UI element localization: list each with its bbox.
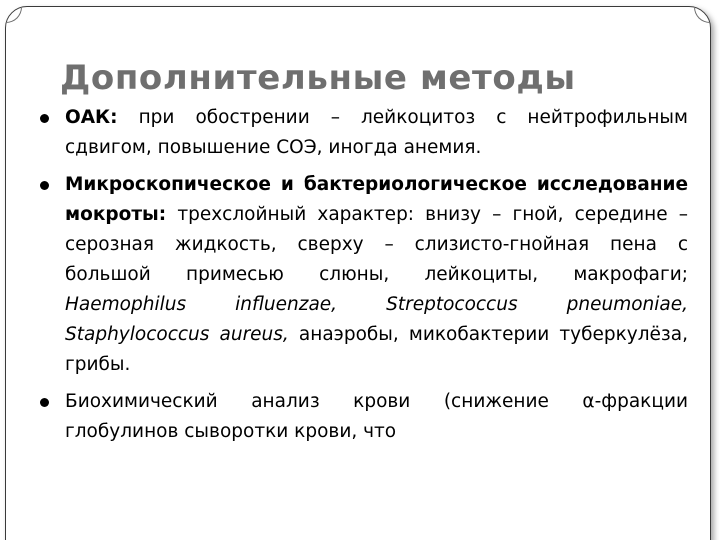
bullet-oak [38,103,688,163]
bullet-text: трехслойный характер: внизу – гной, середине – серозная жидкость, сверху – слизисто-гнойная пена с большой примесью слюны, лейкоциты, макрофаги; [65,204,688,285]
bullet-pathogens: Haemophilus influenzae, Streptococcus pneumoniae, Staphylococcus aureus, [65,294,688,345]
slide-title: Дополнительные методы [60,58,576,98]
bullet-list [38,103,688,454]
bullet-text-after: анаэробы, микобактерии туберкулёза, грибы. [65,324,688,375]
bullet-dot-icon [40,398,49,407]
bullet-text: Биохимический анализ крови (снижение α-фракции глобулинов сыворотки крови, что [65,391,688,442]
bullet-label: Микроскопическое и бактериологическое исследование мокроты: [65,174,688,225]
bullet-biochem [38,387,688,447]
frame-corner-top-left [6,7,22,23]
bullet-text: при обострении – лейкоцитоз с нейтрофильным сдвигом, повышение СОЭ, иногда анемия. [65,107,688,158]
bullet-sputum [38,170,688,380]
bullet-dot-icon [40,114,49,123]
frame-corner-top-right [694,7,710,23]
bullet-dot-icon [40,181,49,190]
bullet-label: ОАК: [65,107,118,128]
